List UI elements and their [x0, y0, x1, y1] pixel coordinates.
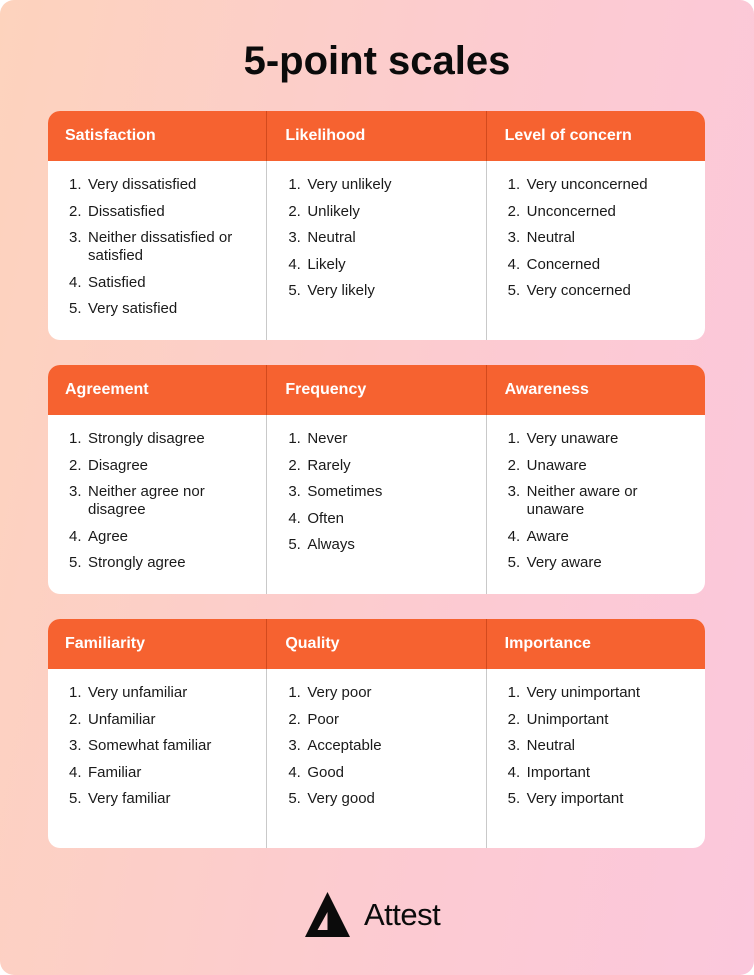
list-item-label: Very unlikely [307, 176, 392, 193]
list-item-label: Neither agree nor disagree [88, 483, 205, 518]
list-item [508, 256, 691, 274]
list-item-label: Always [307, 536, 355, 553]
list-item-label: Important [526, 763, 591, 781]
list-item-label: Sometimes [307, 483, 383, 500]
list-item [288, 764, 471, 782]
list-item-label: Very unconcerned [526, 176, 648, 193]
list-item [508, 203, 691, 221]
list-item [288, 457, 471, 475]
list-item-number: 4. [507, 527, 521, 545]
list-item-number: 1. [288, 684, 301, 701]
list-item-label: Satisfied [88, 273, 146, 291]
list-item-number: 2. [69, 202, 82, 220]
list-item-label: Neutral [526, 737, 576, 754]
list-item-number: 5. [69, 300, 82, 317]
list-item [288, 737, 471, 755]
list-item-label: Unimportant [526, 710, 609, 728]
list-item-label: Agree [88, 527, 129, 545]
list-item-label: Very dissatisfied [88, 176, 197, 193]
list-item [69, 737, 252, 755]
scale-column-frequency [266, 365, 485, 594]
list-item [508, 528, 691, 546]
list-item-number: 1. [507, 176, 521, 193]
list-item [69, 684, 252, 702]
list-item-label: Very unaware [526, 430, 619, 447]
scale-list [487, 415, 705, 581]
scale-header: Satisfaction [48, 111, 266, 161]
list-item-number: 1. [69, 430, 82, 447]
list-item-number: 4. [507, 763, 521, 781]
list-item [288, 510, 471, 528]
list-item [69, 528, 252, 546]
attest-logo-icon [303, 890, 352, 939]
list-item-number: 3. [507, 737, 521, 754]
list-item-number: 4. [69, 763, 82, 781]
list-item-number: 5. [507, 282, 521, 299]
list-item [288, 711, 471, 729]
list-item-number: 2. [288, 202, 301, 220]
list-item-label: Neutral [307, 229, 356, 246]
list-item-number: 2. [69, 456, 82, 474]
list-item-number: 5. [69, 554, 82, 571]
list-item [508, 483, 691, 519]
list-item-label: Good [307, 763, 345, 781]
list-item [508, 176, 691, 194]
list-item-label: Unconcerned [526, 202, 616, 220]
brand-name: Attest [364, 896, 441, 932]
list-item-number: 3. [69, 483, 82, 500]
list-item-label: Very poor [307, 684, 372, 701]
list-item-number: 2. [507, 202, 521, 220]
list-item-label: Likely [307, 255, 346, 273]
list-item-label: Very good [307, 790, 375, 807]
list-item-number: 3. [507, 483, 521, 500]
list-item [69, 274, 252, 292]
list-item [288, 536, 471, 554]
scale-list [267, 415, 485, 563]
scale-list [48, 669, 266, 817]
list-item-number: 1. [288, 430, 301, 447]
scale-column-awareness [486, 365, 705, 594]
list-item [69, 300, 252, 318]
list-item [508, 764, 691, 782]
list-item-label: Somewhat familiar [88, 737, 212, 754]
list-item-label: Acceptable [307, 737, 382, 754]
list-item-label: Very satisfied [88, 300, 178, 317]
list-item-number: 2. [288, 710, 301, 728]
list-item [288, 684, 471, 702]
list-item-label: Dissatisfied [88, 202, 165, 220]
list-item [288, 229, 471, 247]
scale-header: Familiarity [48, 619, 266, 669]
scale-list [487, 669, 705, 817]
list-item-label: Poor [307, 710, 340, 728]
scale-list [267, 669, 485, 817]
list-item-number: 5. [69, 790, 82, 807]
list-item-number: 2. [507, 456, 521, 474]
list-item [69, 176, 252, 194]
list-item [69, 483, 252, 519]
list-item-number: 4. [288, 763, 301, 781]
page-title: 5-point scales [243, 39, 511, 83]
list-item-label: Neither dissatisfied or satisfied [88, 229, 233, 264]
list-item [508, 457, 691, 475]
list-item [69, 430, 252, 448]
list-item-number: 2. [69, 710, 82, 728]
list-item-label: Aware [526, 527, 569, 545]
scale-column-likelihood [266, 111, 485, 340]
list-item [508, 737, 691, 755]
list-item-label: Often [307, 509, 345, 527]
list-item [69, 711, 252, 729]
scale-column-level-of-concern [486, 111, 705, 340]
list-item [508, 229, 691, 247]
list-item-label: Very important [526, 790, 624, 807]
list-item-number: 5. [507, 790, 521, 807]
list-item [288, 790, 471, 808]
list-item-number: 2. [507, 710, 521, 728]
list-item-number: 1. [69, 684, 82, 701]
scale-header: Quality [266, 619, 485, 669]
scale-header: Importance [486, 619, 705, 669]
list-item-label: Very likely [307, 282, 375, 299]
list-item-label: Very unfamiliar [88, 684, 188, 701]
scale-list [487, 161, 705, 309]
list-item [288, 176, 471, 194]
scale-list [48, 161, 266, 327]
list-item [288, 430, 471, 448]
list-item [288, 483, 471, 501]
list-item-number: 3. [69, 229, 82, 246]
list-item-label: Rarely [307, 456, 351, 474]
list-item [508, 430, 691, 448]
scale-column-familiarity [48, 619, 266, 848]
list-item-number: 3. [288, 737, 301, 754]
scale-header: Agreement [48, 365, 266, 415]
list-item [69, 554, 252, 572]
list-item-label: Unlikely [307, 202, 360, 220]
list-item-label: Very familiar [88, 790, 171, 807]
list-item [288, 203, 471, 221]
list-item-number: 4. [69, 527, 82, 545]
list-item-label: Unaware [526, 456, 587, 474]
list-item-label: Familiar [88, 763, 142, 781]
list-item-label: Strongly disagree [88, 430, 205, 447]
scale-header: Likelihood [266, 111, 485, 161]
list-item-label: Never [307, 430, 348, 447]
list-item [69, 203, 252, 221]
list-item-label: Neutral [526, 229, 576, 246]
scale-header: Level of concern [486, 111, 705, 161]
scale-card [48, 111, 705, 340]
list-item-number: 3. [69, 737, 82, 754]
scale-column-quality [266, 619, 485, 848]
list-item-number: 5. [288, 790, 301, 807]
list-item [508, 711, 691, 729]
scale-header: Frequency [266, 365, 485, 415]
list-item-number: 1. [507, 684, 521, 701]
list-item-number: 1. [507, 430, 521, 447]
list-item-number: 5. [288, 536, 301, 553]
list-item-label: Very unimportant [526, 684, 641, 701]
scale-column-agreement [48, 365, 266, 594]
scale-column-importance [486, 619, 705, 848]
list-item [288, 282, 471, 300]
list-item-number: 4. [507, 255, 521, 273]
list-item-label: Disagree [88, 456, 149, 474]
list-item [69, 457, 252, 475]
scale-header: Awareness [486, 365, 705, 415]
list-item-number: 2. [288, 456, 301, 474]
list-item [288, 256, 471, 274]
list-item [69, 764, 252, 782]
list-item-label: Strongly agree [88, 554, 186, 571]
list-item-number: 1. [69, 176, 82, 193]
list-item-number: 4. [288, 509, 301, 527]
list-item-number: 3. [288, 229, 301, 246]
scale-column-satisfaction [48, 111, 266, 340]
brand-logo [303, 890, 440, 939]
list-item-number: 1. [288, 176, 301, 193]
list-item [508, 790, 691, 808]
list-item [508, 282, 691, 300]
list-item-label: Concerned [526, 255, 601, 273]
list-item [69, 229, 252, 265]
list-item-number: 3. [507, 229, 521, 246]
list-item-label: Neither aware or unaware [526, 483, 638, 518]
list-item [508, 554, 691, 572]
list-item [508, 684, 691, 702]
list-item-number: 4. [69, 273, 82, 291]
scale-card [48, 365, 705, 594]
scale-list [267, 161, 485, 309]
list-item-label: Very aware [526, 554, 602, 571]
list-item-number: 4. [288, 255, 301, 273]
list-item-number: 3. [288, 483, 301, 500]
list-item-label: Very concerned [526, 282, 631, 299]
scale-card [48, 619, 705, 848]
list-item-number: 5. [507, 554, 521, 571]
list-item-label: Unfamiliar [88, 710, 156, 728]
scale-list [48, 415, 266, 581]
list-item-number: 5. [288, 282, 301, 299]
list-item [69, 790, 252, 808]
